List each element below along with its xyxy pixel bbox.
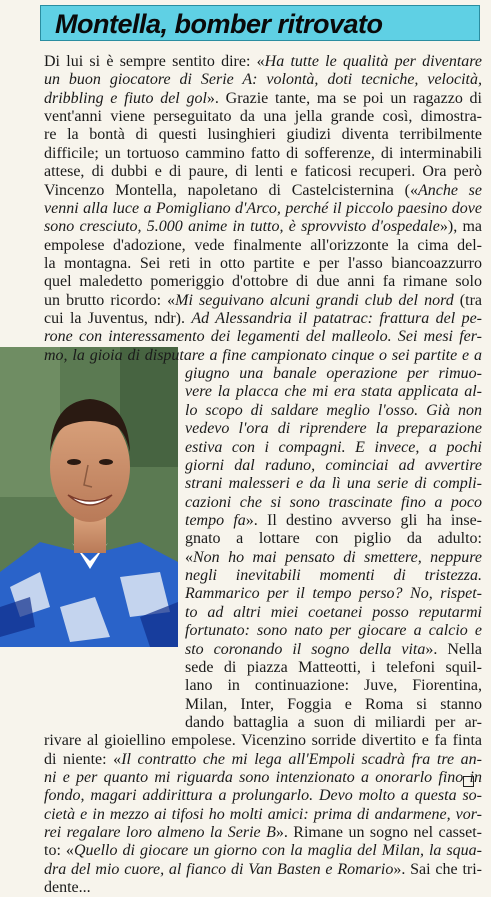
text-segment: quel maledetto pomeriggio d'ottobre di due anni fa rimane solo — [44, 273, 482, 291]
article-line — [185, 439, 482, 457]
article-title: Montella, bomber ritrovato — [55, 9, 383, 39]
quote-segment: sono cresciuto, 5.000 anime in tutto, è sprovvisto d'ospedale — [44, 218, 440, 236]
article-line — [44, 237, 482, 255]
quote-segment: dra del mio cuore, al fianco di Van Basten e Romario — [44, 860, 394, 878]
article-line — [44, 806, 482, 824]
article-line — [44, 861, 482, 879]
article-line — [185, 512, 482, 530]
quote-segment: Mi seguivano alcuni grandi club del nord — [175, 291, 454, 309]
article-line — [44, 90, 482, 108]
text-segment: dando battaglia a suon di miliardi per ar- — [185, 713, 482, 731]
quote-segment: estiva con i compagni. E invece, a pochi — [185, 438, 482, 456]
text-segment: dente... — [44, 879, 91, 897]
text-segment: to: « — [44, 842, 74, 860]
quote-segment: cazioni che si sono trascinate fino a poco — [185, 493, 482, 511]
text-segment: ». Rimane un sogno nel casset- — [275, 824, 482, 842]
article-line — [44, 824, 482, 842]
article-line — [185, 365, 482, 383]
quote-segment: Ha tutte le qualità per diventare — [264, 53, 482, 70]
text-segment: lano in continuazione: Juve, Fiorentina, — [185, 677, 482, 695]
text-segment: rivare al gioiellino empolese. Vicenzino sorride divertito e fa finta — [44, 732, 482, 750]
text-segment: ». Il destino avverso gli ha inse- — [245, 512, 483, 529]
quote-segment: ni e per quanto mi riguarda sono intenzionato a onorarlo fino in — [44, 769, 482, 787]
text-segment: ». Nella — [425, 640, 482, 658]
article-line — [44, 71, 482, 89]
article-line — [44, 347, 482, 365]
article-line — [185, 604, 482, 622]
quote-segment: venni alla luce a Pomigliano d'Arco, perché il piccolo paesino dove — [44, 199, 482, 217]
article-line — [44, 879, 91, 897]
article-line — [44, 751, 482, 769]
article-line — [185, 567, 482, 585]
article-line — [185, 641, 482, 659]
quote-segment: Quello di giocare un giorno con la maglia del Milan, la squa- — [73, 842, 483, 860]
text-segment: gnato a lottare con piglio da adulto: — [185, 530, 482, 548]
article-line — [44, 182, 482, 200]
text-segment: ». Sai che tri- — [393, 860, 482, 878]
quote-segment: Anche se — [417, 181, 482, 199]
article-line — [44, 842, 482, 860]
text-segment: re la bontà di questi lusinghieri giudizi diventa terribilmente — [44, 126, 482, 144]
article-line — [44, 273, 482, 291]
article-line — [44, 53, 482, 71]
quote-segment: negli inevitabili momenti di tristezza. — [185, 567, 482, 585]
quote-segment: vere la placca che mi era stata applicata al- — [185, 383, 482, 401]
title-banner — [40, 5, 480, 41]
text-segment: Vincenzo Montella, napoletano di Castelcisternina (« — [44, 181, 418, 199]
text-segment: un brutto ricordo: « — [44, 291, 176, 309]
article-line — [185, 696, 482, 714]
article-line — [185, 383, 482, 401]
article-line — [44, 218, 482, 236]
quote-segment: mo, la gioia di disputare a fine campionato cinque o sei partite e a — [44, 346, 482, 364]
text-segment: di niente: « — [44, 750, 122, 768]
article-line — [44, 145, 482, 163]
article-line — [44, 328, 482, 346]
article-line — [44, 787, 482, 805]
quote-segment: Ad Alessandria il patatrac: frattura del pe- — [191, 310, 483, 328]
player-photo — [0, 347, 178, 647]
quote-segment: fortunato: sono nato per giocare a calcio e — [185, 622, 482, 640]
quote-segment: to ad altri miei coetanei posso reputarmi — [185, 603, 482, 621]
text-segment: »), ma — [439, 218, 482, 236]
article-line — [185, 420, 482, 438]
quote-segment: vedevo l'ora di riprendere la preparazione — [185, 420, 482, 438]
text-segment: attese, di dubbi e di paure, di lenti e faticosi recuperi. Ora però — [44, 163, 482, 181]
article-line — [185, 475, 482, 493]
article-line — [44, 769, 482, 787]
article-line — [44, 200, 482, 218]
article-line — [44, 255, 482, 273]
text-segment: Milan, Inter, Foggia e Roma si stanno — [185, 695, 482, 713]
text-segment: sede di piazza Matteotti, i telefoni squil- — [185, 658, 482, 676]
quote-segment: sto coronando il sogno della vita — [185, 640, 426, 658]
end-of-article-mark — [463, 776, 474, 787]
quote-segment: dribbling e fiuto del gol — [44, 89, 207, 107]
article-line — [185, 585, 482, 603]
quote-segment: rei regalare loro almeno la Serie B — [44, 824, 276, 842]
article-line — [44, 732, 482, 750]
quote-segment: rone con interessamento dei legamenti del malleolo. Sei mesi fer- — [44, 328, 482, 346]
text-segment: ». Grazie tante, ma se poi un ragazzo di — [206, 89, 482, 107]
player-portrait-illustration — [0, 347, 178, 647]
article-line — [44, 108, 482, 126]
quote-segment: strani malesseri e da lì una serie di compli- — [185, 475, 482, 493]
text-segment: « — [185, 548, 193, 566]
article-line — [185, 457, 482, 475]
quote-segment: giorni dal raduno, cominciai ad avvertire — [185, 456, 482, 474]
quote-segment: tempo fa — [185, 512, 246, 529]
article-line — [185, 714, 482, 732]
article-line — [44, 292, 482, 310]
article-line — [185, 402, 482, 420]
text-segment: Di lui si è sempre sentito dire: « — [44, 53, 265, 70]
article-line — [185, 677, 482, 695]
text-segment: (tra — [453, 291, 483, 309]
article-line — [185, 622, 482, 640]
quote-segment: Il contratto che mi lega all'Empoli scadrà fra tre an- — [121, 750, 483, 768]
quote-segment: giugno una banale operazione per rimuo- — [185, 365, 482, 383]
article-line — [185, 549, 482, 567]
article-line — [185, 530, 482, 548]
article-line — [44, 163, 482, 181]
text-segment: vent'anni viene perseguitato da una jella grande così, dimostra- — [44, 108, 482, 126]
article-line — [44, 310, 482, 328]
quote-segment: un buon giocatore di Serie A: volontà, doti tecniche, velocità, — [44, 71, 482, 89]
article-line — [44, 126, 482, 144]
quote-segment: cietà e in mezzo ai tifosi ho molti amici: prima di andarmene, vor- — [44, 805, 482, 823]
quote-segment: Non ho mai pensato di smettere, neppure — [193, 548, 482, 566]
text-segment: empolese d'adozione, vede finalmente all'orizzonte la cima del- — [44, 236, 482, 254]
text-segment: difficile; un tortuoso cammino fatto di sofferenze, di interminabili — [44, 144, 482, 162]
text-segment: cui la Juventus, ndr). — [44, 310, 192, 328]
quote-segment: lo scopo di saldare meglio l'osso. Già non — [185, 401, 482, 419]
article-line — [185, 494, 482, 512]
text-segment: la montagna. Sei reti in otto partite e per l'asso biancoazzurro — [44, 254, 482, 272]
quote-segment: Rammarico per il tempo perso? No, rispet- — [185, 585, 482, 603]
article-line — [185, 659, 482, 677]
quote-segment: fondo, magari addirittura a prolungarlo. Devo molto a questa so- — [44, 787, 482, 805]
